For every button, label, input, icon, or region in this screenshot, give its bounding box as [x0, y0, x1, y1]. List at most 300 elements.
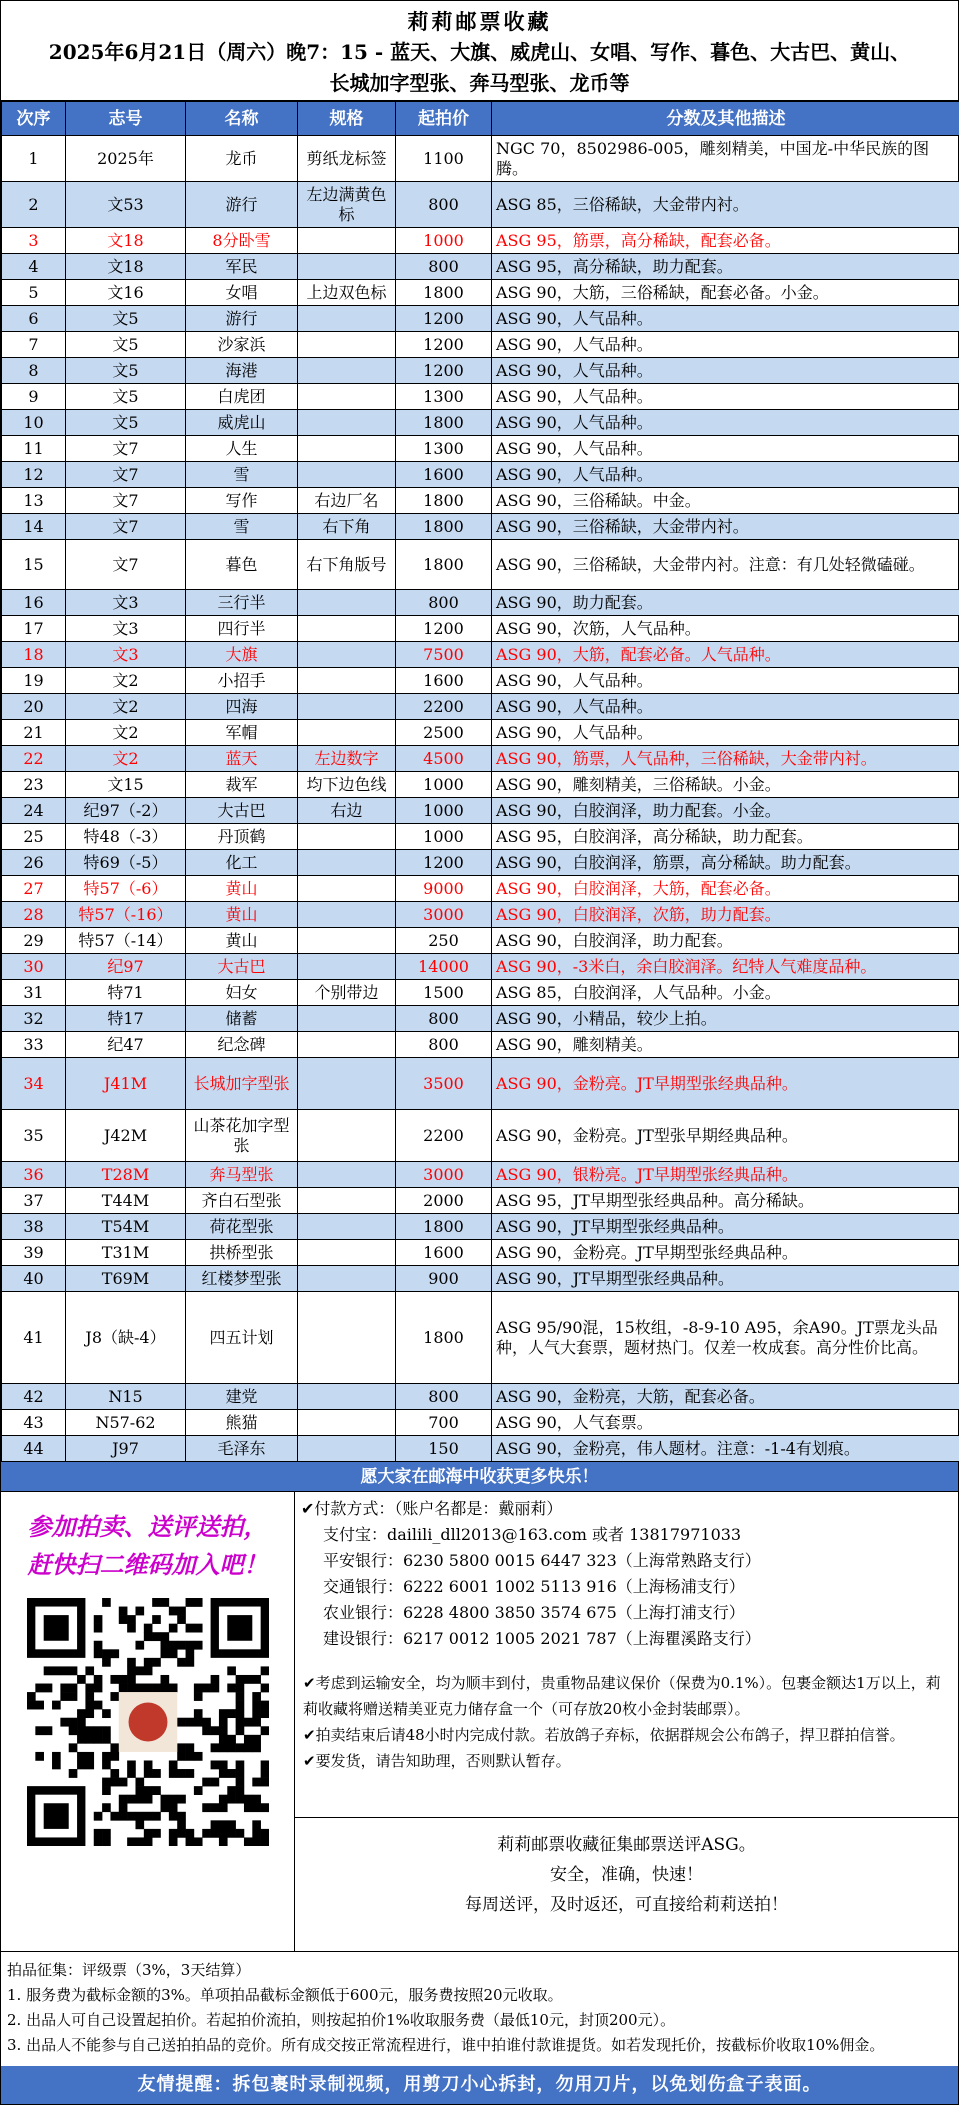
column-header: 志号	[66, 102, 186, 136]
lot-number: 36	[2, 1162, 66, 1188]
lot-spec	[298, 1436, 396, 1462]
lot-spec	[298, 332, 396, 358]
lot-name: 拱桥型张	[186, 1240, 298, 1266]
table-row	[2, 694, 959, 720]
lot-spec	[298, 436, 396, 462]
lot-code: 特57（-6）	[66, 876, 186, 902]
lot-description: ASG 90，大筋，配套必备。人气品种。	[492, 642, 959, 668]
lot-spec: 左边数字	[298, 746, 396, 772]
lot-name: 军帽	[186, 720, 298, 746]
lot-number: 26	[2, 850, 66, 876]
payment-title: ✔付款方式：（账户名都是：戴丽莉）	[301, 1499, 563, 1518]
lot-description: ASG 85，三俗稀缺，大金带内衬。	[492, 182, 959, 228]
lot-spec	[298, 1006, 396, 1032]
lot-spec	[298, 694, 396, 720]
fee-rules	[1, 1952, 958, 2064]
table-row	[2, 1188, 959, 1214]
lot-spec	[298, 1240, 396, 1266]
lot-number: 28	[2, 902, 66, 928]
lot-number: 39	[2, 1240, 66, 1266]
wish-banner: 愿大家在邮海中收获更多快乐！	[1, 1462, 958, 1492]
lot-number: 13	[2, 488, 66, 514]
table-row	[2, 1058, 959, 1110]
lot-start-price: 1200	[396, 616, 492, 642]
shipping-notes	[295, 1656, 958, 1778]
lot-name: 齐白石型张	[186, 1188, 298, 1214]
lot-spec	[298, 668, 396, 694]
lot-start-price: 800	[396, 1032, 492, 1058]
lot-start-price: 1000	[396, 228, 492, 254]
lot-spec	[298, 720, 396, 746]
lot-number: 44	[2, 1436, 66, 1462]
poster-subtitle-line2: 长城加字型张、奔马型张、龙币等	[329, 71, 630, 95]
payment-panel	[295, 1492, 958, 1951]
lot-code: 文7	[66, 462, 186, 488]
lot-code: 文15	[66, 772, 186, 798]
lot-start-price: 3000	[396, 1162, 492, 1188]
lot-spec	[298, 590, 396, 616]
lot-code: 纪97（-2）	[66, 798, 186, 824]
lot-description: ASG 90，人气品种。	[492, 668, 959, 694]
lot-start-price: 1200	[396, 358, 492, 384]
join-text-line1: 参加拍卖、送评送拍，	[27, 1512, 268, 1541]
column-header: 规格	[298, 102, 396, 136]
join-panel	[1, 1492, 295, 1951]
lot-number: 2	[2, 182, 66, 228]
lot-name: 化工	[186, 850, 298, 876]
asg-service-box	[295, 1817, 958, 1951]
lot-description: ASG 90，小精品，较少上拍。	[492, 1006, 959, 1032]
lot-start-price: 1800	[396, 410, 492, 436]
lot-start-price: 3500	[396, 1058, 492, 1110]
lot-number: 37	[2, 1188, 66, 1214]
table-row	[2, 540, 959, 590]
lot-description: ASG 90，金粉亮，伟人题材。注意：-1-4有划痕。	[492, 1436, 959, 1462]
lot-number: 17	[2, 616, 66, 642]
lot-number: 3	[2, 228, 66, 254]
lot-spec	[298, 1266, 396, 1292]
lot-spec: 右边厂名	[298, 488, 396, 514]
lot-number: 32	[2, 1006, 66, 1032]
lot-name: 游行	[186, 182, 298, 228]
lot-number: 12	[2, 462, 66, 488]
lot-start-price: 800	[396, 1006, 492, 1032]
lot-description: ASG 90，人气品种。	[492, 306, 959, 332]
lot-start-price: 2200	[396, 1110, 492, 1162]
lot-number: 42	[2, 1384, 66, 1410]
lot-name: 龙币	[186, 136, 298, 182]
table-row	[2, 954, 959, 980]
lot-start-price: 9000	[396, 876, 492, 902]
lot-code: 文3	[66, 590, 186, 616]
lot-name: 丹顶鹤	[186, 824, 298, 850]
lot-number: 35	[2, 1110, 66, 1162]
lot-code: N15	[66, 1384, 186, 1410]
lot-spec	[298, 1292, 396, 1384]
column-header: 起拍价	[396, 102, 492, 136]
lot-description: ASG 90，人气品种。	[492, 436, 959, 462]
lot-name: 四行半	[186, 616, 298, 642]
lot-name: 暮色	[186, 540, 298, 590]
table-row	[2, 280, 959, 306]
lot-spec: 左边满黄色标	[298, 182, 396, 228]
lot-code: 文7	[66, 514, 186, 540]
lot-name: 人生	[186, 436, 298, 462]
lot-code: 特71	[66, 980, 186, 1006]
lot-description: ASG 90，金粉亮。JT型张早期经典品种。	[492, 1110, 959, 1162]
lot-number: 19	[2, 668, 66, 694]
table-row	[2, 1240, 959, 1266]
lot-number: 31	[2, 980, 66, 1006]
lot-start-price: 900	[396, 1266, 492, 1292]
lot-name: 小招手	[186, 668, 298, 694]
bank-account: 农业银行：6228 4800 3850 3574 675（上海打浦支行）	[323, 1603, 745, 1622]
table-row	[2, 436, 959, 462]
lot-code: N57-62	[66, 1410, 186, 1436]
lot-name: 沙家浜	[186, 332, 298, 358]
table-row	[2, 1006, 959, 1032]
lot-number: 40	[2, 1266, 66, 1292]
lot-start-price: 1000	[396, 772, 492, 798]
lot-description: ASG 95，JT早期型张经典品种。高分稀缺。	[492, 1188, 959, 1214]
lot-description: ASG 90，三俗稀缺，大金带内衬。注意：有几处轻微磕碰。	[492, 540, 959, 590]
lot-start-price: 2500	[396, 720, 492, 746]
table-row	[2, 462, 959, 488]
lot-code: T44M	[66, 1188, 186, 1214]
lot-code: J41M	[66, 1058, 186, 1110]
qr-code[interactable]	[27, 1598, 269, 1846]
lot-description: ASG 90，人气品种。	[492, 384, 959, 410]
lot-spec	[298, 254, 396, 280]
bank-account: 建设银行：6217 0012 1005 2021 787（上海瞿溪路支行）	[323, 1629, 761, 1648]
lot-spec	[298, 642, 396, 668]
lot-start-price: 1200	[396, 850, 492, 876]
lot-code: 2025年	[66, 136, 186, 182]
fee-rule: 2. 出品人可自己设置起拍价。若起拍价流拍，则按起拍价1%收取服务费（最低10元，封顶200元）。	[7, 2011, 676, 2029]
table-row	[2, 668, 959, 694]
lot-name: 建党	[186, 1384, 298, 1410]
lot-description: ASG 90，人气套票。	[492, 1410, 959, 1436]
lot-code: 特57（-16）	[66, 902, 186, 928]
fee-rule: 3. 出品人不能参与自己送拍拍品的竞价。所有成交按正常流程进行，谁中拍谁付款谁提货。如若发现托价，按截标价收取10%佣金。	[7, 2036, 885, 2054]
asg-line2: 安全，准确，快速！	[550, 1865, 703, 1885]
lot-name: 雪	[186, 462, 298, 488]
lot-description: ASG 90，人气品种。	[492, 332, 959, 358]
lot-spec: 上边双色标	[298, 280, 396, 306]
table-row	[2, 488, 959, 514]
info-section	[1, 1492, 958, 1952]
lot-name: 游行	[186, 306, 298, 332]
lot-description: ASG 90，人气品种。	[492, 720, 959, 746]
table-row	[2, 514, 959, 540]
table-row	[2, 1162, 959, 1188]
lot-number: 15	[2, 540, 66, 590]
lot-code: J42M	[66, 1110, 186, 1162]
lot-spec	[298, 228, 396, 254]
column-header: 分数及其他描述	[492, 102, 959, 136]
poster-header	[1, 1, 958, 101]
lot-code: 特48（-3）	[66, 824, 186, 850]
lot-code: 文3	[66, 616, 186, 642]
lot-start-price: 1100	[396, 136, 492, 182]
lot-number: 14	[2, 514, 66, 540]
lot-code: 文7	[66, 488, 186, 514]
lot-number: 25	[2, 824, 66, 850]
lot-description: ASG 90，雕刻精美，三俗稀缺。小金。	[492, 772, 959, 798]
lot-code: 文2	[66, 668, 186, 694]
lot-spec	[298, 462, 396, 488]
table-row	[2, 306, 959, 332]
lot-start-price: 1800	[396, 1292, 492, 1384]
lot-code: 特69（-5）	[66, 850, 186, 876]
lots-table-body	[2, 136, 959, 1462]
lot-name: 白虎团	[186, 384, 298, 410]
bank-account: 平安银行：6230 5800 0015 6447 323（上海常熟路支行）	[323, 1551, 761, 1570]
lot-start-price: 1200	[396, 332, 492, 358]
table-row	[2, 228, 959, 254]
lot-description: ASG 90，JT早期型张经典品种。	[492, 1266, 959, 1292]
lot-spec	[298, 1214, 396, 1240]
lot-description: ASG 90，次筋，人气品种。	[492, 616, 959, 642]
lot-number: 16	[2, 590, 66, 616]
lot-name: 山茶花加字型张	[186, 1110, 298, 1162]
lot-name: 熊猫	[186, 1410, 298, 1436]
lot-spec	[298, 928, 396, 954]
lot-code: T31M	[66, 1240, 186, 1266]
alipay-account: 支付宝：dailili_dll2013@163.com 或者 13817971033	[323, 1525, 742, 1544]
lot-name: 雪	[186, 514, 298, 540]
lot-name: 奔马型张	[186, 1162, 298, 1188]
lot-start-price: 800	[396, 254, 492, 280]
lot-start-price: 2000	[396, 1188, 492, 1214]
lot-start-price: 800	[396, 1384, 492, 1410]
lot-start-price: 7500	[396, 642, 492, 668]
table-row	[2, 798, 959, 824]
table-row	[2, 358, 959, 384]
column-header: 名称	[186, 102, 298, 136]
lot-number: 18	[2, 642, 66, 668]
lot-start-price: 1800	[396, 540, 492, 590]
lot-start-price: 1000	[396, 798, 492, 824]
lot-description: ASG 90，-3米白，余白胶润泽。纪特人气难度品种。	[492, 954, 959, 980]
lot-number: 4	[2, 254, 66, 280]
lot-description: ASG 95/90混，15枚组，-8-9-10 A95，余A90。JT票龙头品种，人气大套票，题材热门。仅差一枚成套。高分性价比高。	[492, 1292, 959, 1384]
table-row	[2, 642, 959, 668]
lot-number: 33	[2, 1032, 66, 1058]
table-row	[2, 1384, 959, 1410]
lot-spec	[298, 306, 396, 332]
lot-name: 裁军	[186, 772, 298, 798]
lot-name: 黄山	[186, 876, 298, 902]
lot-name: 威虎山	[186, 410, 298, 436]
table-row	[2, 182, 959, 228]
table-row	[2, 590, 959, 616]
lot-spec	[298, 1032, 396, 1058]
lot-spec	[298, 1162, 396, 1188]
lot-description: ASG 90，人气品种。	[492, 358, 959, 384]
lot-code: 文2	[66, 694, 186, 720]
payment-methods	[295, 1492, 958, 1656]
lot-start-price: 800	[396, 590, 492, 616]
lot-description: NGC 70，8502986-005，雕刻精美，中国龙-中华民族的图腾。	[492, 136, 959, 182]
lot-start-price: 1500	[396, 980, 492, 1006]
lot-number: 34	[2, 1058, 66, 1110]
lot-code: T69M	[66, 1266, 186, 1292]
lot-name: 长城加字型张	[186, 1058, 298, 1110]
table-row	[2, 876, 959, 902]
table-row	[2, 980, 959, 1006]
lot-start-price: 1300	[396, 384, 492, 410]
table-row	[2, 332, 959, 358]
lot-name: 黄山	[186, 928, 298, 954]
table-row	[2, 136, 959, 182]
lot-code: 文5	[66, 332, 186, 358]
qr-code-icon	[27, 1598, 269, 1846]
lot-spec	[298, 1384, 396, 1410]
fee-title: 拍品征集：评级票（3%，3天结算）	[7, 1961, 251, 1979]
lot-spec: 均下边色线	[298, 772, 396, 798]
lot-code: 文18	[66, 228, 186, 254]
lot-name: 大古巴	[186, 798, 298, 824]
lot-name: 海港	[186, 358, 298, 384]
lot-number: 22	[2, 746, 66, 772]
lot-number: 5	[2, 280, 66, 306]
lot-start-price: 700	[396, 1410, 492, 1436]
lot-spec: 剪纸龙标签	[298, 136, 396, 182]
table-row	[2, 1410, 959, 1436]
table-row	[2, 616, 959, 642]
lot-number: 8	[2, 358, 66, 384]
lot-description: ASG 95，白胶润泽，高分稀缺，助力配套。	[492, 824, 959, 850]
lot-name: 大旗	[186, 642, 298, 668]
lot-start-price: 2200	[396, 694, 492, 720]
lot-spec	[298, 616, 396, 642]
join-text-line2: 赶快扫二维码加入吧！	[27, 1550, 268, 1579]
lot-description: ASG 90，筋票，人气品种，三俗稀缺，大金带内衬。	[492, 746, 959, 772]
lot-number: 38	[2, 1214, 66, 1240]
lot-description: ASG 90，金粉亮。JT早期型张经典品种。	[492, 1240, 959, 1266]
footer-reminder: 友情提醒：拆包裹时录制视频，用剪刀小心拆封，勿用刀片，以免划伤盒子表面。	[1, 2066, 958, 2104]
lot-spec	[298, 410, 396, 436]
lot-description: ASG 90，三俗稀缺。中金。	[492, 488, 959, 514]
poster-title: 莉莉邮票收藏	[407, 9, 552, 34]
lot-code: 文5	[66, 306, 186, 332]
table-row	[2, 902, 959, 928]
lot-description: ASG 90，大筋，三俗稀缺，配套必备。小金。	[492, 280, 959, 306]
lots-table	[1, 101, 959, 1462]
lot-start-price: 150	[396, 1436, 492, 1462]
lot-name: 四海	[186, 694, 298, 720]
lot-description: ASG 90，人气品种。	[492, 462, 959, 488]
lot-start-price: 1300	[396, 436, 492, 462]
lot-name: 荷花型张	[186, 1214, 298, 1240]
lot-spec: 个别带边	[298, 980, 396, 1006]
lot-description: ASG 90，白胶润泽，大筋，配套必备。	[492, 876, 959, 902]
bank-account: 交通银行：6222 6001 1002 5113 916（上海杨浦支行）	[323, 1577, 745, 1596]
table-row	[2, 850, 959, 876]
lot-code: 文7	[66, 540, 186, 590]
poster-subtitle-line1: 2025年6月21日（周六）晚7：15 - 蓝天、大旗、威虎山、女唱、写作、暮色、大古巴、黄山、	[48, 40, 911, 64]
lot-description: ASG 90，白胶润泽，助力配套。	[492, 928, 959, 954]
lot-code: T28M	[66, 1162, 186, 1188]
lot-spec: 右下角版号	[298, 540, 396, 590]
lot-code: 特57（-14）	[66, 928, 186, 954]
table-row	[2, 1214, 959, 1240]
lot-code: 文16	[66, 280, 186, 306]
lot-description: ASG 90，人气品种。	[492, 694, 959, 720]
lot-start-price: 1600	[396, 668, 492, 694]
lot-number: 29	[2, 928, 66, 954]
lot-spec	[298, 850, 396, 876]
lot-spec	[298, 876, 396, 902]
lot-number: 9	[2, 384, 66, 410]
lot-description: ASG 90，金粉亮，大筋，配套必备。	[492, 1384, 959, 1410]
table-row	[2, 1292, 959, 1384]
lot-code: 文3	[66, 642, 186, 668]
lot-spec	[298, 1058, 396, 1110]
table-header-row	[2, 102, 959, 136]
lot-description: ASG 90，白胶润泽，助力配套。小金。	[492, 798, 959, 824]
lot-code: 文5	[66, 384, 186, 410]
column-header: 次序	[2, 102, 66, 136]
note-delivery: ✔要发货，请告知助理，否则默认暂存。	[303, 1752, 571, 1770]
lot-spec: 右边	[298, 798, 396, 824]
lot-code: 文18	[66, 254, 186, 280]
fee-rule: 1. 服务费为截标金额的3%。单项拍品截标金额低于600元，服务费按照20元收取。	[7, 1986, 563, 2004]
lot-start-price: 3000	[396, 902, 492, 928]
lot-number: 41	[2, 1292, 66, 1384]
lot-description: ASG 90，人气品种。	[492, 410, 959, 436]
lot-name: 蓝天	[186, 746, 298, 772]
lot-name: 毛泽东	[186, 1436, 298, 1462]
table-row	[2, 824, 959, 850]
lot-code: 文2	[66, 720, 186, 746]
lot-code: 文7	[66, 436, 186, 462]
lot-start-price: 1600	[396, 1240, 492, 1266]
table-row	[2, 772, 959, 798]
lot-description: ASG 95，筋票，高分稀缺，配套必备。	[492, 228, 959, 254]
lot-number: 1	[2, 136, 66, 182]
lot-start-price: 1600	[396, 462, 492, 488]
table-row	[2, 1032, 959, 1058]
lot-code: 纪97	[66, 954, 186, 980]
asg-line1: 莉莉邮票收藏征集邮票送评ASG。	[497, 1835, 756, 1855]
lot-code: T54M	[66, 1214, 186, 1240]
lot-number: 21	[2, 720, 66, 746]
lot-name: 女唱	[186, 280, 298, 306]
lot-name: 写作	[186, 488, 298, 514]
lot-spec	[298, 954, 396, 980]
lot-name: 纪念碑	[186, 1032, 298, 1058]
lot-description: ASG 90，白胶润泽，次筋，助力配套。	[492, 902, 959, 928]
lot-number: 27	[2, 876, 66, 902]
note-payment-deadline: ✔拍卖结束后请48小时内完成付款。若放鸽子弃标，依据群规会公布鸽子，捍卫群拍信誉。	[303, 1726, 905, 1744]
lot-number: 20	[2, 694, 66, 720]
lot-description: ASG 90，金粉亮。JT早期型张经典品种。	[492, 1058, 959, 1110]
lot-number: 7	[2, 332, 66, 358]
lot-description: ASG 90，银粉亮。JT早期型张经典品种。	[492, 1162, 959, 1188]
table-row	[2, 1266, 959, 1292]
lot-code: 特17	[66, 1006, 186, 1032]
lot-code: 文2	[66, 746, 186, 772]
lot-code: J97	[66, 1436, 186, 1462]
lot-start-price: 4500	[396, 746, 492, 772]
lot-description: ASG 90，助力配套。	[492, 590, 959, 616]
lot-start-price: 1800	[396, 1214, 492, 1240]
lot-number: 6	[2, 306, 66, 332]
lot-start-price: 1200	[396, 306, 492, 332]
lot-code: 文5	[66, 358, 186, 384]
